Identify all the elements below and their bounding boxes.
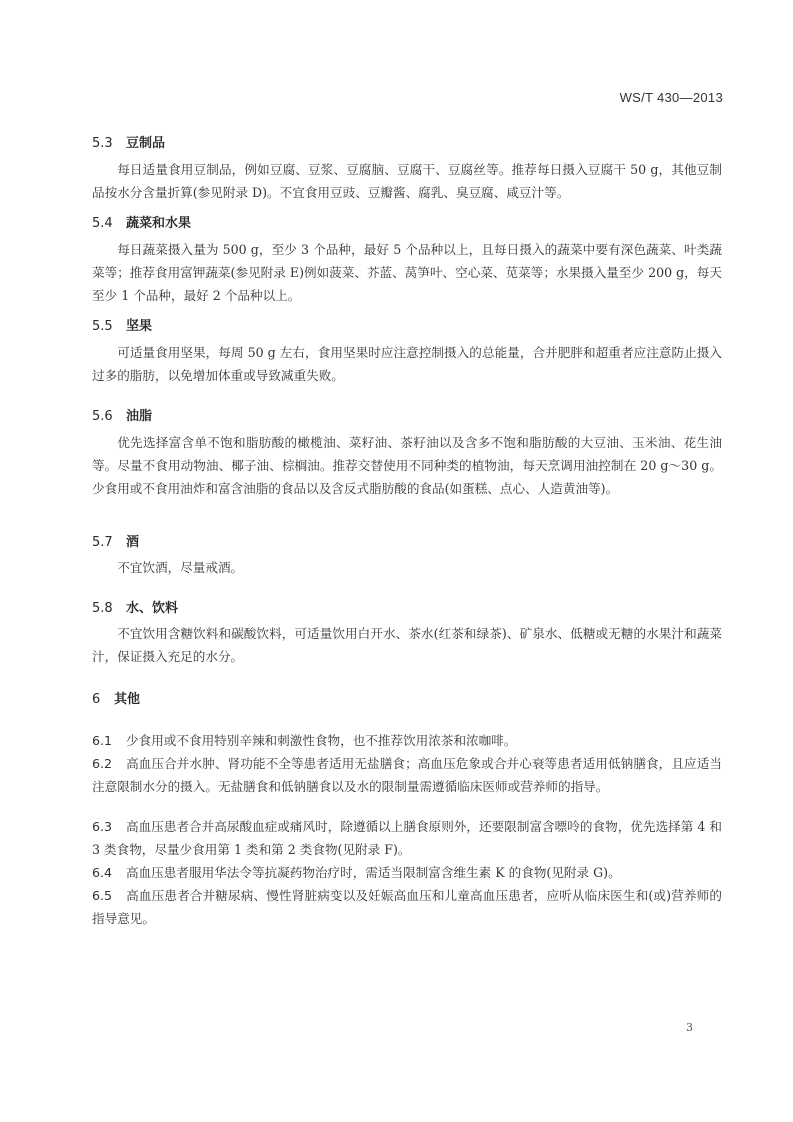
section-number: 5.5 <box>92 319 113 334</box>
section-body-5-4: 每日蔬菜摄入量为 500 g，至少 3 个品种，最好 5 个品种以上，且每日摄入的蔬菜中要有深色蔬菜、叶类蔬菜等；推荐食用富钾蔬菜(参见附录 E)例如菠菜、芥蓝、莴笋叶、空心菜、苋菜等；水果摄入量至少 200 g，每天至少 1 个品种，最好 2 个品种以上。 <box>92 242 722 303</box>
section-title: 油脂 <box>126 409 153 424</box>
page-number: 3 <box>686 1021 693 1034</box>
section-title: 豆制品 <box>126 136 166 151</box>
section-body-5-8: 不宜饮用含糖饮料和碳酸饮料，可适量饮用白开水、茶水(红茶和绿茶)、矿泉水、低糖或无糖的水果汁和蔬菜汁，保证摄入充足的水分。 <box>92 626 722 664</box>
clause-6-3 <box>92 815 722 861</box>
section-number: 5.7 <box>92 535 113 550</box>
section-title: 蔬菜和水果 <box>126 216 192 231</box>
section-body-5-6: 优先选择富含单不饱和脂肪酸的橄榄油、菜籽油、茶籽油以及含多不饱和脂肪酸的大豆油、玉米油、花生油等。尽量不食用动物油、椰子油、棕榈油。推荐交替使用不同种类的植物油，每天烹调用油控制在 20 g～30 g。少食用或不食用油炸和富含油脂的食品以及含反式脂肪酸的食品(如蛋糕、点心、人造黄油等)。 <box>92 435 722 496</box>
section-heading-5-5 <box>92 315 152 334</box>
section-heading-5-7 <box>92 531 139 550</box>
section-title: 水、饮料 <box>126 601 179 616</box>
section-number: 5.3 <box>92 136 113 151</box>
clause-6-1 <box>92 729 722 752</box>
clause-text: 高血压患者合并糖尿病、慢性肾脏病变以及妊娠高血压和儿童高血压患者，应听从临床医生和(或)营养师的指导意见。 <box>92 888 722 926</box>
clause-number: 6.4 <box>92 865 113 880</box>
section-number: 5.4 <box>92 216 113 231</box>
clause-text: 少食用或不食用特别辛辣和刺激性食物，也不推荐饮用浓茶和浓咖啡。 <box>126 733 517 748</box>
section-heading-5-8 <box>92 597 178 616</box>
document-code-header: WS/T 430—2013 <box>619 90 723 105</box>
chapter-number: 6 <box>92 692 101 707</box>
clause-6-2 <box>92 752 722 798</box>
section-heading-5-4 <box>92 212 191 231</box>
section-body-5-5: 可适量食用坚果，每周 50 g 左右，食用坚果时应注意控制摄入的总能量，合并肥胖和超重者应注意防止摄入过多的脂肪，以免增加体重或导致减重失败。 <box>92 345 722 383</box>
clause-number: 6.5 <box>92 888 113 903</box>
section-title: 坚果 <box>126 319 153 334</box>
section-body-5-7: 不宜饮酒，尽量戒酒。 <box>117 560 244 575</box>
clause-6-4 <box>92 861 722 884</box>
clause-text: 高血压合并水肿、肾功能不全等患者适用无盐膳食；高血压危象或合并心衰等患者适用低钠膳食，且应适当注意限制水分的摄入。无盐膳食和低钠膳食以及水的限制量需遵循临床医师或营养师的指导。 <box>92 756 722 794</box>
clause-number: 6.3 <box>92 819 113 834</box>
chapter-title: 其他 <box>114 692 141 707</box>
section-title: 酒 <box>126 535 140 550</box>
clause-text: 高血压患者服用华法令等抗凝药物治疗时，需适当限制富含维生素 K 的食物(见附录 G)。 <box>126 865 621 880</box>
clause-text: 高血压患者合并高尿酸血症或痛风时，除遵循以上膳食原则外，还要限制富含嘌呤的食物，优先选择第 4 和 3 类食物，尽量少食用第 1 类和第 2 类食物(见附录 F)。 <box>92 819 722 857</box>
section-body-5-3: 每日适量食用豆制品，例如豆腐、豆浆、豆腐脑、豆腐干、豆腐丝等。推荐每日摄入豆腐干 50 g，其他豆制品按水分含量折算(参见附录 D)。不宜食用豆豉、豆瓣酱、腐乳、臭豆腐、咸豆汁等。 <box>92 162 722 200</box>
clause-6-5 <box>92 884 722 930</box>
clause-number: 6.1 <box>92 733 113 748</box>
section-number: 5.6 <box>92 409 113 424</box>
clause-number: 6.2 <box>92 756 113 771</box>
section-heading-5-6 <box>92 405 152 424</box>
section-heading-5-3 <box>92 132 165 151</box>
chapter-heading-6 <box>92 688 140 707</box>
section-number: 5.8 <box>92 601 113 616</box>
